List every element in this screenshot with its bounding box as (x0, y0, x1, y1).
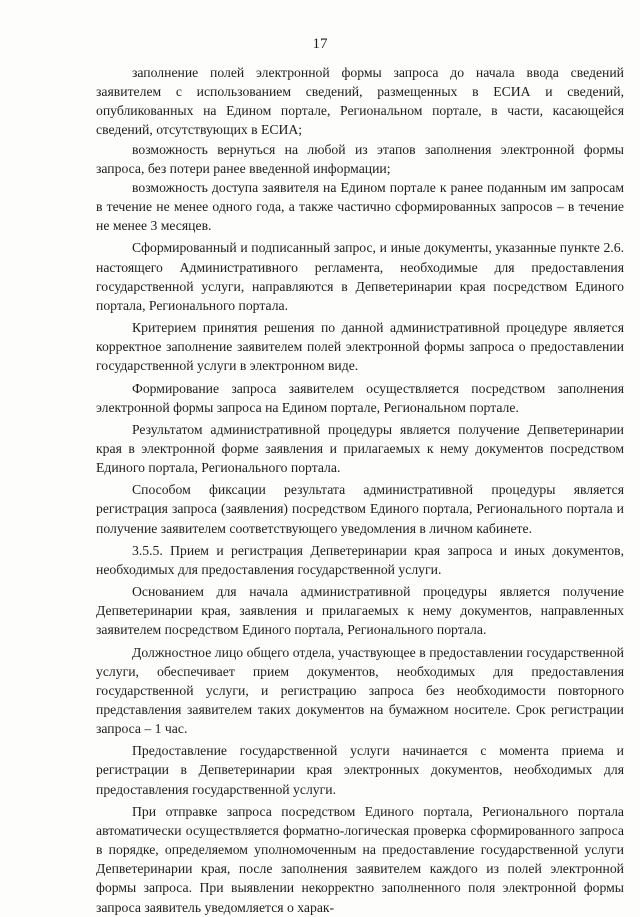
paragraph: Должностное лицо общего отдела, участвующее в предоставлении государственной услуги, обеспечивает прием документов, необходимых для предоставления государственной услуги, и регистрацию запроса без необходимости повторного представления заявителем таких документов на бумажном носителе. Срок регистрации запроса – 1 час. (96, 644, 624, 737)
paragraph: Сформированный и подписанный запрос, и иные документы, указанные пункте 2.6. настоящего Административного регламента, необходимые для предоставления государственной услуги, направляются в Депветеринарии края посредством Единого портала, Регионального портала. (96, 240, 624, 313)
page-number: 17 (312, 36, 328, 52)
paragraph: Основанием для начала административной процедуры является получение Депветеринарии края, заявления и прилагаемых к нему документов, направленных заявителем посредством Единого портала, Регионального портала. (96, 584, 624, 638)
paragraph: заполнение полей электронной формы запроса до начала ввода сведений заявителем с использованием сведений, размещенных в ЕСИА и сведений, опубликованных на Едином портале, Региональном портале, в части, касающейся сведений, отсутствующих в ЕСИА; (96, 65, 624, 138)
paragraph: возможность вернуться на любой из этапов заполнения электронной формы запроса, без потери ранее введенной информации; (96, 141, 624, 176)
paragraph: Способом фиксации результата административной процедуры является регистрация запроса (заявления) посредством Единого портала, Регионального портала и получение заявителем соответствующего уведомления в личном кабинете. (96, 482, 624, 536)
section-heading: 3.5.5. Прием и регистрация Депветеринарии края запроса и иных документов, необходимых для предоставления государственной услуги. (96, 542, 624, 577)
paragraph: При отправке запроса посредством Единого портала, Регионального портала автоматически осуществляется форматно-логическая проверка сформированного запроса в порядке, определяемом уполномоченным на предоставление государственной услуги Депветеринарии края, после заполнения заявителем каждого из полей электронной формы запроса. При выявлении некорректно заполненного поля электронной формы запроса заявитель уведомляется о харак- (96, 803, 624, 915)
paragraph: Критерием принятия решения по данной административной процедуре является корректное заполнение заявителем полей электронной формы запроса о предоставлении государственной услуги в электронном виде. (96, 320, 624, 374)
paragraph: Результатом административной процедуры является получение Депветеринарии края в электронной форме заявления и прилагаемых к нему документов посредством Единого портала, Регионального портала. (96, 421, 624, 476)
paragraph: Предоставление государственной услуги начинается с момента приема и регистрации в Депветеринарии края электронных документов, необходимых для предоставления государственной услуги. (96, 743, 624, 797)
body-text (96, 63, 624, 917)
paragraph: Формирование запроса заявителем осуществляется посредством заполнения электронной формы запроса на Едином портале, Региональном портале. (96, 380, 624, 415)
paragraph: возможность доступа заявителя на Едином портале к ранее поданным им запросам в течение не менее одного года, а также частично сформированных запросов – в течение не менее 3 месяцев. (96, 179, 624, 234)
